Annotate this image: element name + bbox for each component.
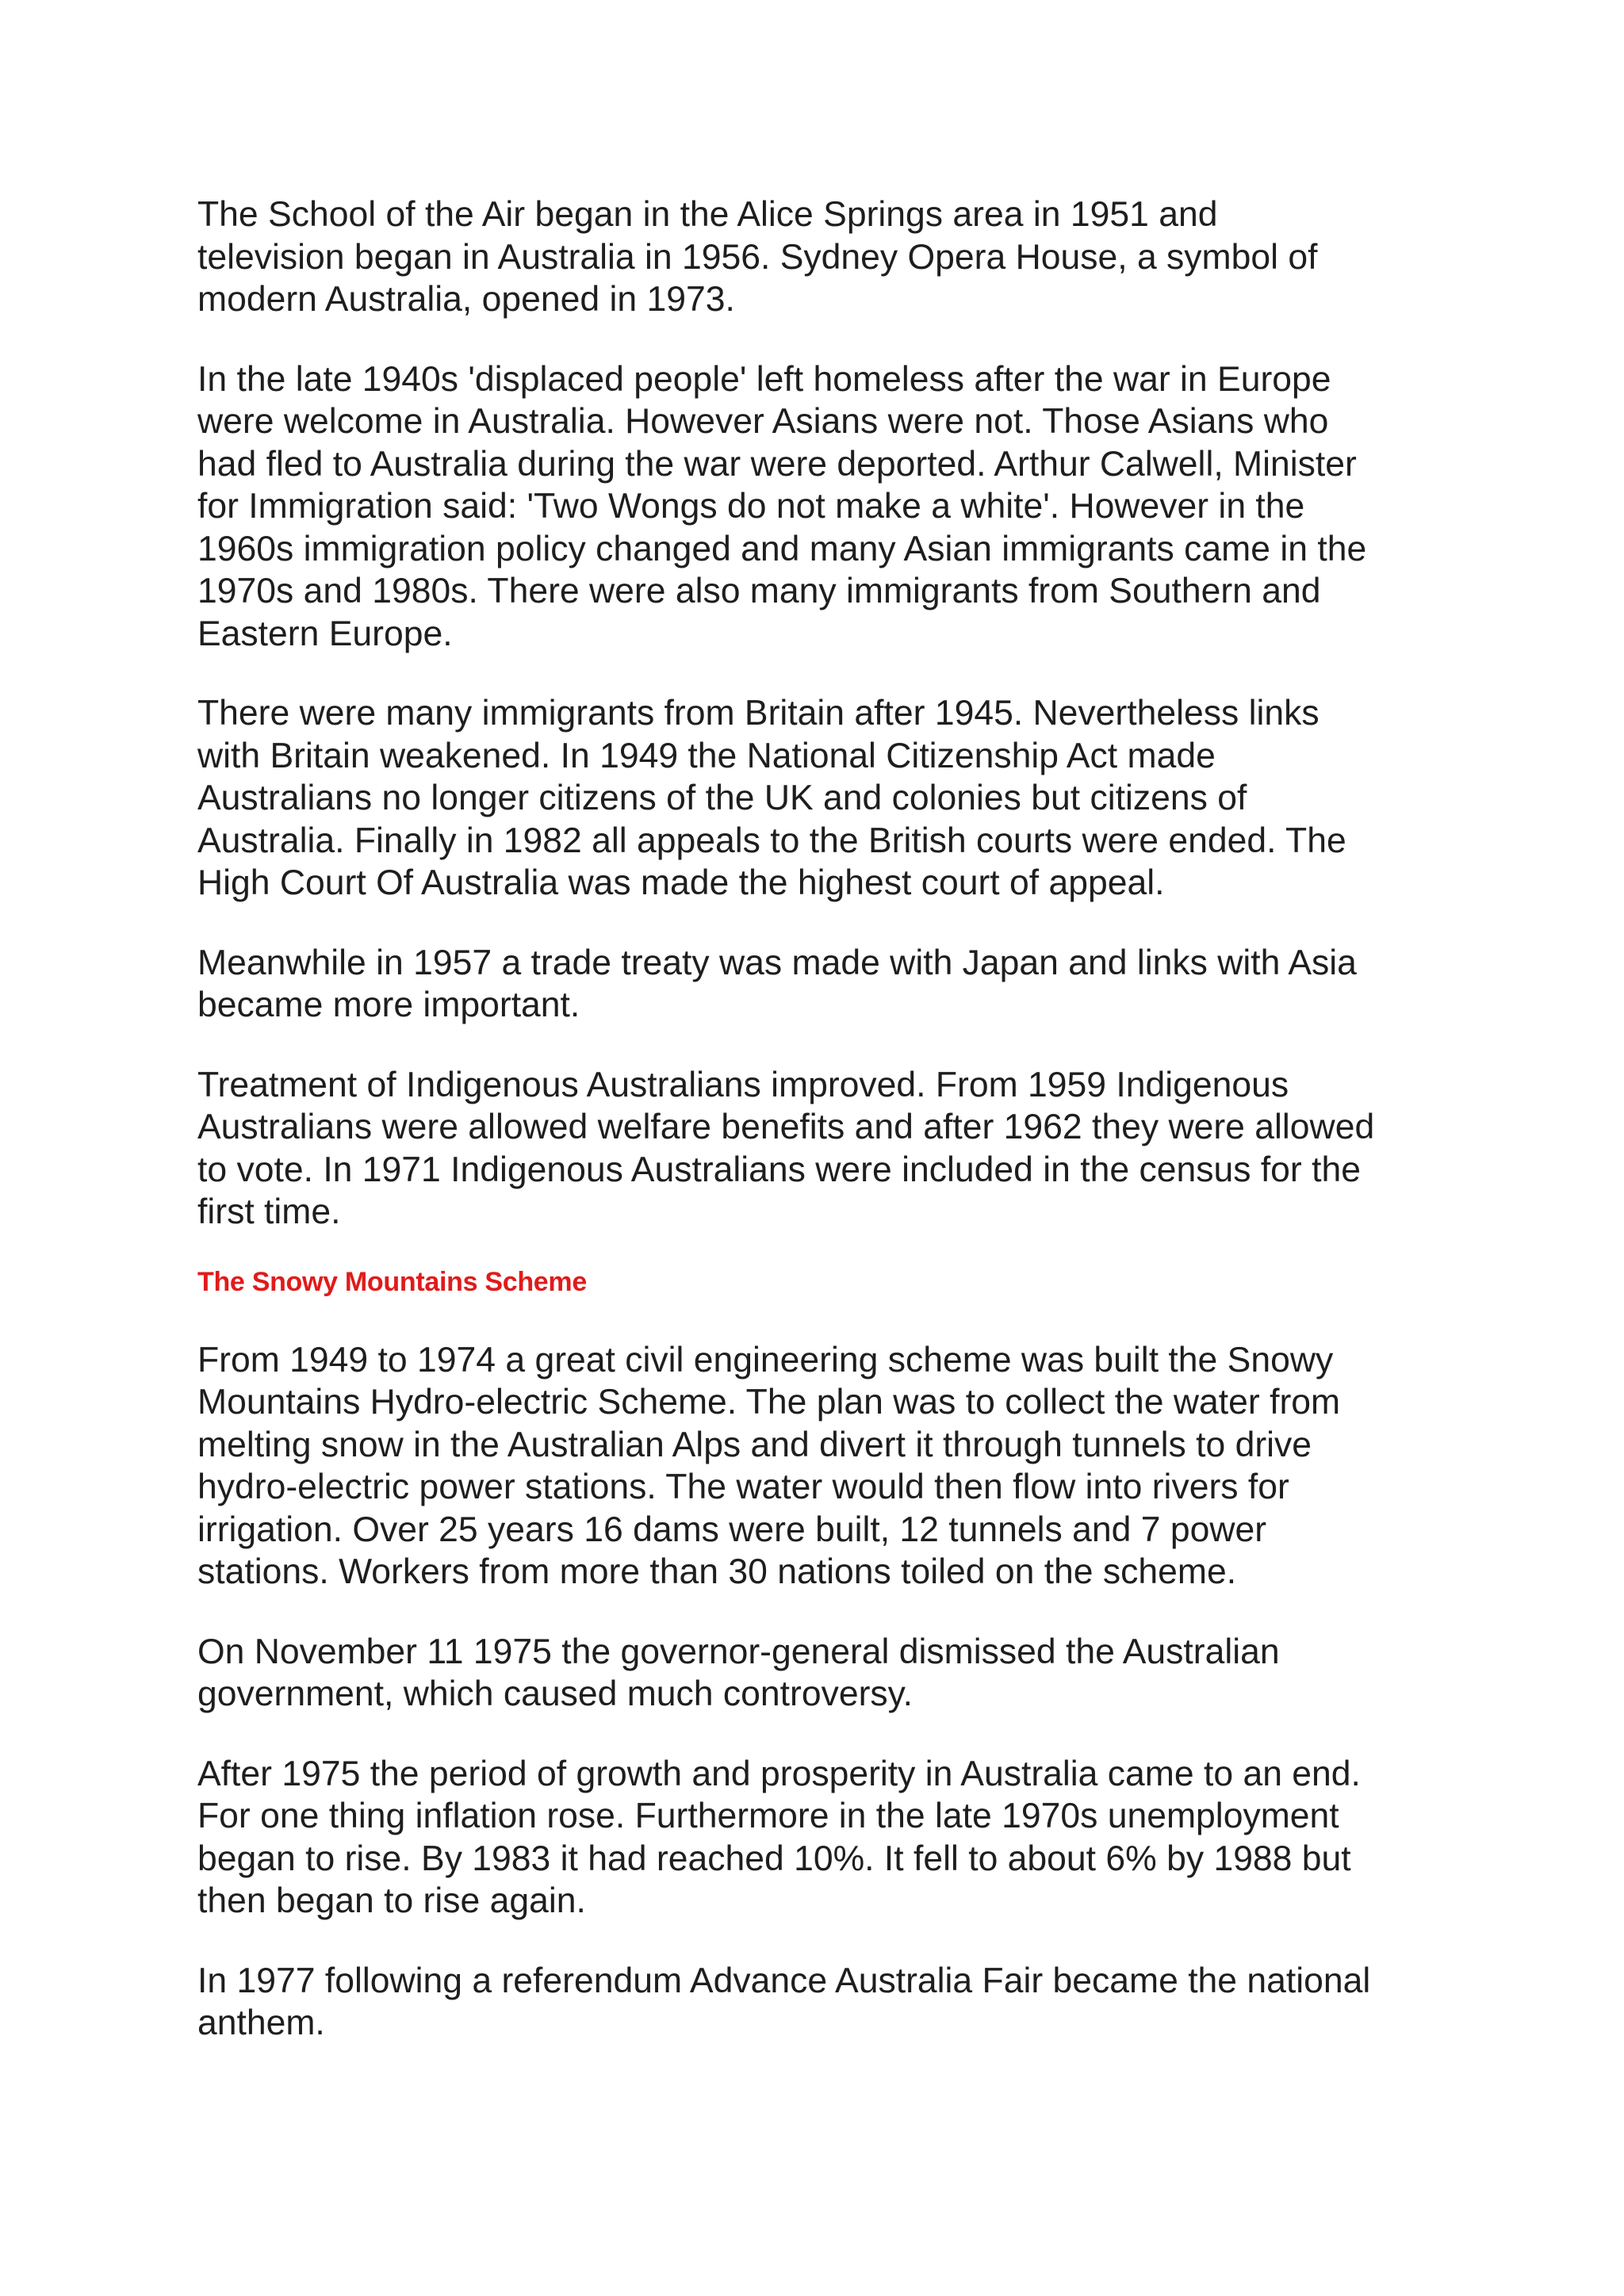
section-heading: The Snowy Mountains Scheme: [197, 1266, 587, 1297]
text-line: hydro-electric power stations. The water would then flow into rivers for: [197, 1468, 1289, 1506]
text-line: then began to rise again.: [197, 1881, 586, 1920]
text-line: Australians were allowed welfare benefits and after 1962 they were allowed: [197, 1108, 1375, 1146]
paragraph-snowy-mountains-scheme: [197, 1339, 1450, 1594]
text-line: anthem.: [197, 2003, 325, 2042]
text-line: with Britain weakened. In 1949 the National Citizenship Act made: [197, 736, 1216, 775]
text-line: began to rise. By 1983 it had reached 10%. It fell to about 6% by 1988 but: [197, 1839, 1351, 1878]
text-line: first time.: [197, 1192, 341, 1231]
text-line: stations. Workers from more than 30 nations toiled on the scheme.: [197, 1552, 1237, 1591]
text-line: Australians no longer citizens of the UK and colonies but citizens of: [197, 779, 1247, 817]
paragraph-indigenous-australians: [197, 1064, 1450, 1234]
paragraph-displaced-people: [197, 358, 1450, 656]
paragraph-links-with-britain: [197, 692, 1450, 905]
text-line: for Immigration said: 'Two Wongs do not make a white'. However in the: [197, 487, 1305, 526]
text-line: irrigation. Over 25 years 16 dams were built, 12 tunnels and 7 power: [197, 1510, 1267, 1549]
text-line: From 1949 to 1974 a great civil engineering scheme was built the Snowy: [197, 1340, 1334, 1380]
paragraph-school-of-the-air: [197, 193, 1450, 321]
text-line: government, which caused much controversy.: [197, 1674, 913, 1713]
document-body: [197, 193, 1450, 2082]
text-line: Treatment of Indigenous Australians improved. From 1959 Indigenous: [197, 1065, 1289, 1104]
text-line: Australia. Finally in 1982 all appeals to the British courts were ended. The: [197, 821, 1346, 860]
text-line: Meanwhile in 1957 a trade treaty was made with Japan and links with Asia: [197, 943, 1357, 982]
text-line: 1960s immigration policy changed and many Asian immigrants came in the: [197, 529, 1367, 568]
paragraph-national-anthem: [197, 1960, 1450, 2045]
text-line: became more important.: [197, 985, 580, 1024]
text-line: television began in Australia in 1956. Sydney Opera House, a symbol of: [197, 237, 1318, 277]
text-line: The School of the Air began in the Alice Springs area in 1951 and: [197, 195, 1218, 234]
paragraph-trade-treaty-japan: [197, 942, 1450, 1027]
paragraph-dismissal-1975: [197, 1631, 1450, 1716]
text-line: to vote. In 1971 Indigenous Australians were included in the census for the: [197, 1150, 1361, 1189]
text-line: had fled to Australia during the war were deported. Arthur Calwell, Minister: [197, 444, 1357, 484]
text-line: 1970s and 1980s. There were also many immigrants from Southern and: [197, 572, 1321, 610]
text-line: Eastern Europe.: [197, 614, 453, 653]
text-line: Mountains Hydro-electric Scheme. The plan was to collect the water from: [197, 1383, 1341, 1422]
text-line: After 1975 the period of growth and prosperity in Australia came to an end.: [197, 1754, 1361, 1793]
text-line: For one thing inflation rose. Furthermore in the late 1970s unemployment: [197, 1797, 1339, 1835]
paragraph-after-1975: [197, 1753, 1450, 1923]
text-line: In the late 1940s 'displaced people' left homeless after the war in Europe: [197, 359, 1331, 399]
text-line: There were many immigrants from Britain after 1945. Nevertheless links: [197, 694, 1320, 733]
text-line: modern Australia, opened in 1973.: [197, 280, 735, 319]
text-line: In 1977 following a referendum Advance Australia Fair became the national: [197, 1961, 1371, 2000]
text-line: melting snow in the Australian Alps and divert it through tunnels to drive: [197, 1425, 1312, 1464]
text-line: were welcome in Australia. However Asians were not. Those Asians who: [197, 402, 1329, 441]
text-line: On November 11 1975 the governor-general dismissed the Australian: [197, 1632, 1280, 1671]
text-line: High Court Of Australia was made the highest court of appeal.: [197, 863, 1165, 902]
